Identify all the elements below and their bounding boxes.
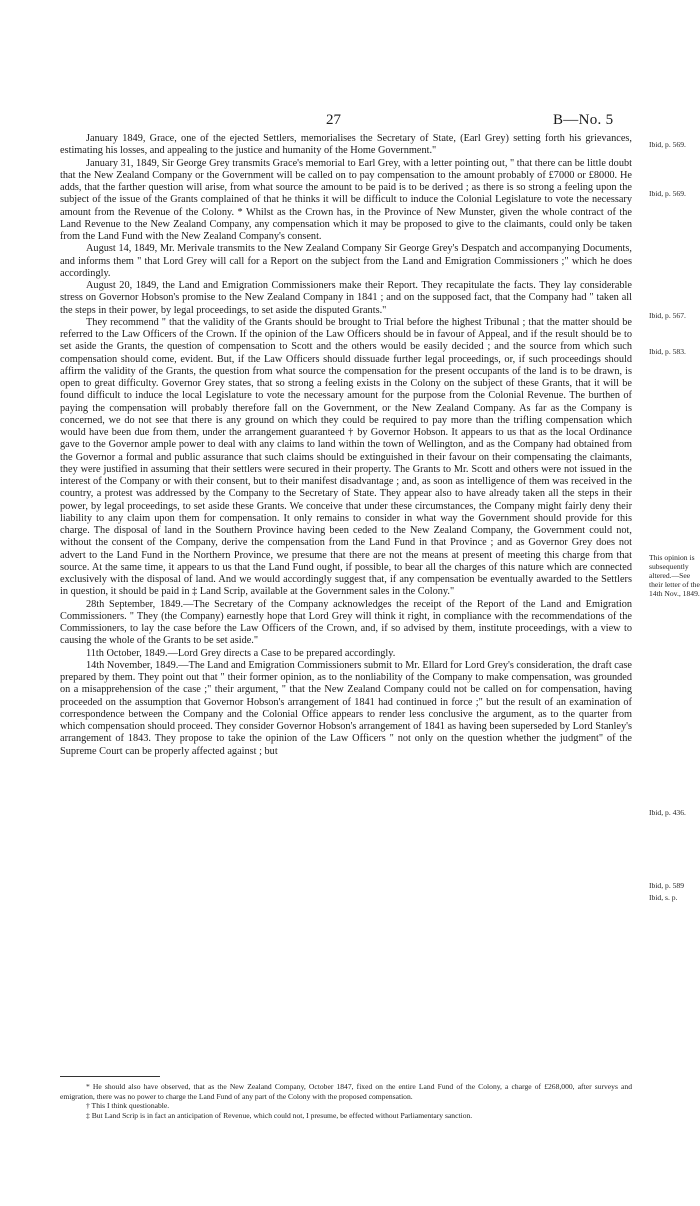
page-number: 27	[326, 112, 341, 128]
document-reference: B—No. 5	[553, 112, 614, 128]
paragraph: They recommend " that the validity of the Grants should be brought to Trial before the highest Tribunal ; that the matter should be referred to the Law Officers of the Crown. If the opinion of the Law Officers should be in favour of Appeal, and if the result should be to set aside the Grants, the question of compensation to Scott and the others would be easily decided ; and the source from which such compensation should come, evident. But, if the Law Officers should dissuade further legal proceedings, or, if such proceedings should affirm the validity of the Grants, the question from what source the compensation for the present occupants of the land is to be drawn, is open to great difficulty. Governor Grey states, that so strong a feeling exists in the Colony on the subject of these Grants, that it will be found difficult to induce the local Legislature to vote the necessary amount for the purpose from the Colonial Revenue. The burthen of paying the compensation will probably therefore fall on the Government, or the New Zealand Company. As far as the Company is concerned, we do not see that there is any ground on which they could be required to pay more than the trifling compensation which would have been due from them, under the arrangement guaranteed † by Governor Hobson. It appears to us that as the local Ordinance gave to the Governor ample power to deal with any claims to land within the town of Wellington, and as the Company had obtained from the Governor a formal and public assurance that such claims should be extinguished in their favour on their compensating the claimants, they were justified in assuming that their settlers were secured in their property. The Grants to Mr. Scott and others were not issued in the interest of the Company or with their consent, but to their manifest disadvantage ; and, as soon as intelligence of them was received in the country, a protest was addressed by the Company to the Secretary of State. They appear also to have already taken all the steps in their power, by legal proceedings, to set aside these Grants. We conceive that under these circumstances, the Company might fairly deny their liability to any claim upon them for compensation. It only remains to consider in what way the Government should provide for this charge. The disposal of land in the Southern Province having been ceded to the New Zealand Company, the Government could not, without the consent of the Company, derive the compensation from the Land Fund in that Province ; and as Governor Grey does not advert to the Land Fund in the Northern Province, we presume that there are not the means at present of meeting this charge from that source. At the same time, it appears to us that the Land Fund ought, if possible, to bear all the charges of this nature which are connected exclusively with the disposal of land. And we would accordingly suggest that, if any compensation be eventually awarded to the Settlers in question, it should be paid in ‡ Land Scrip, available at the Government sales in the Colony."	[60, 316, 632, 598]
margin-note: Ibid, s. p.	[649, 893, 678, 902]
paragraph: January 31, 1849, Sir George Grey transmits Grace's memorial to Earl Grey, with a letter pointing out, " that there can be little doubt that the New Zealand Company or the Government will be called on to pay compensation to the amount probably of £7000 or £8000. He adds, that the farther question will arise, from what source the amount to be paid is to be derived ; as there is so strong a feeling upon the subject of the issue of the Grants complained of that he thinks it will be difficult to induce the Colonial Legislature to vote the necessary amount from the Revenue of the Colony. * Whilst as the Crown has, in the Province of New Munster, given the whole contract of the Land Revenue to the New Zealand Company, any compensation which it may be proposed to give to the claimants, could only be taken from the Land Fund with the New Zealand Company's consent.	[60, 157, 632, 242]
margin-note: Ibid, p. 569.	[649, 140, 686, 149]
margin-note: Ibid, p. 436.	[649, 808, 686, 817]
paragraph: August 14, 1849, Mr. Merivale transmits to the New Zealand Company Sir George Grey's Despatch and accompanying Documents, and informs them " that Lord Grey will call for a Report on the subject from the Land and Emigration Commissioners ;" which he does accordingly.	[60, 243, 632, 279]
paragraph: August 20, 1849, the Land and Emigration Commissioners make their Report. They recapitulate the facts. They lay considerable stress on Governor Hobson's promise to the New Zealand Company in 1841 ; and on the supposed fact, that the Company had " taken all the steps in their power, by legal proceedings, to set aside the disputed Grants."	[60, 280, 632, 316]
footnote-divider	[60, 1076, 160, 1077]
paragraph: 28th September, 1849.—The Secretary of the Company acknowledges the receipt of the Report of the Land and Emigration Commissioners. " They (the Company) earnestly hope that Lord Grey will think it right, in compliance with the recommendations of the Commissioners, to lay the case before the Law Officers of the Crown, and, if so advised by them, institute proceedings, with a view to causing the whole of the Grants to be set aside."	[60, 598, 632, 647]
main-text	[60, 133, 632, 758]
margin-note: Ibid, p. 567.	[649, 311, 686, 320]
footnote: * He should also have observed, that as the New Zealand Company, October 1847, fixed on the entire Land Fund of the Colony, a charge of £268,000, after surveys and emigration, there was no power to charge the Land Fund of any part of the Colony with the proposed compensation.	[60, 1082, 632, 1101]
footnote: † This I think questionable.	[86, 1101, 170, 1111]
margin-note: This opinion is subsequently altered.—See their letter of the 14th Nov., 1849.	[649, 553, 700, 598]
paragraph: January 1849, Grace, one of the ejected Settlers, memorialises the Secretary of State, (Earl Grey) setting forth his grievances, estimating his losses, and appealing to the justice and humanity of the Home Government."	[60, 133, 632, 157]
paragraph: 14th November, 1849.—The Land and Emigration Commissioners submit to Mr. Ellard for Lord Grey's consideration, the draft case prepared by them. They point out that " their former opinion, as to the nonliability of the Company to make compensation, was grounded on a misapprehension of the case ;" their argument, " that the New Zealand Company could not be called on for compensation, having proceeded on the assumption that Governor Hobson's arrangement of 1841 had continued in force ;" but the result of an examination of correspondence between the Company and the Colonial Office appears to render less conclusive the argument, as to the quarter from which compensation should proceed. They consider Governor Hobson's arrangement of 1841 as having been superseded by Lord Stanley's arrangement of 1843. They propose to take the opinion of the Law Officers " not only on the question whether the judgment" of the Supreme Court can be properly affected against ; but	[60, 659, 632, 757]
margin-note: Ibid, p. 569.	[649, 189, 686, 198]
margin-note: Ibid, p. 583.	[649, 347, 686, 356]
footnote: ‡ But Land Scrip is in fact an anticipation of Revenue, which could not, I presume, be effected without Parliamentary sanction.	[86, 1110, 473, 1120]
footnotes	[60, 1082, 632, 1120]
margin-note: Ibid, p. 589	[649, 881, 685, 890]
paragraph: 11th October, 1849.—Lord Grey directs a Case to be prepared accordingly.	[86, 647, 396, 659]
